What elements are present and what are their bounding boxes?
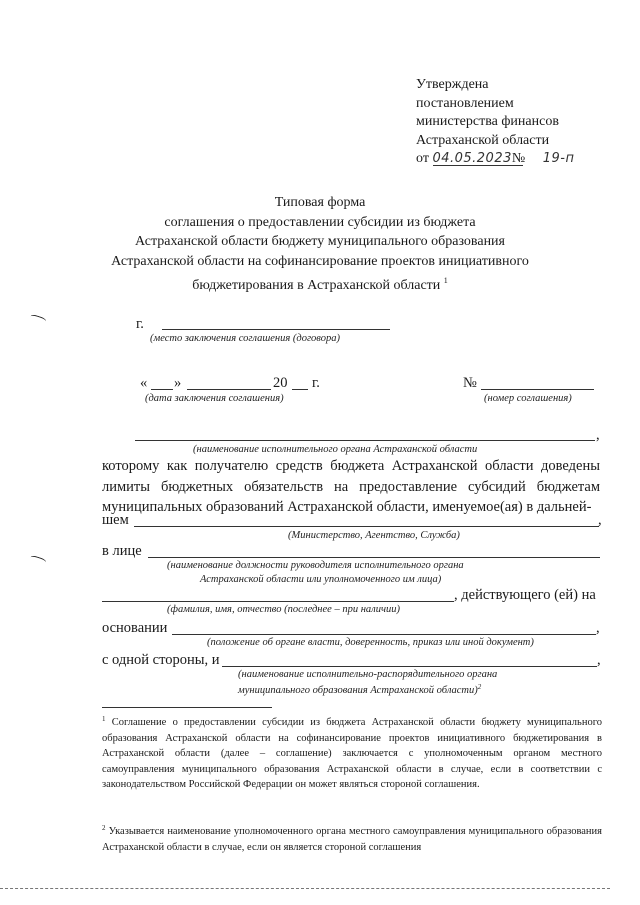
approval-line-3: министерства финансов	[416, 114, 559, 129]
exec-body-comma: ,	[596, 427, 600, 443]
acting-suffix: , действующего (ей) на	[454, 587, 596, 603]
agreement-number-field	[481, 389, 594, 390]
main-paragraph: которому как получателю средств бюджета Астраханской области доведены лимиты бюджетных обязательств на предоставление субсидий бюджетам муниципальных образований Астраханской области, именуемое(ая) в дальней-	[102, 458, 600, 515]
title-line-2: соглашения о предоставлении субсидии из бюджета	[164, 214, 476, 230]
hole-punch-mark-1	[29, 314, 46, 326]
person-caption-1: (наименование должности руководителя исполнительного органа	[167, 560, 464, 571]
approval-number-handwritten: 19-п	[542, 151, 575, 166]
approval-block	[416, 76, 574, 169]
named-prefix: шем	[102, 512, 129, 528]
one-side-caption-2	[238, 683, 481, 696]
title-line-1: Типовая форма	[274, 195, 366, 210]
approval-date-prefix: от	[416, 151, 429, 166]
approval-date-underline	[433, 165, 523, 166]
date-year-prefix: 20	[273, 375, 288, 391]
date-month-field	[187, 389, 271, 390]
date-day-field	[151, 389, 173, 390]
exec-body-field	[135, 440, 595, 441]
place-field	[162, 329, 390, 330]
named-comma: ,	[598, 512, 602, 528]
footnote-2-text: Указывается наименование уполномоченного органа местного самоуправления муниципального образования Астраханской области в случае, если он является стороной соглашения	[102, 826, 602, 853]
acting-caption: (фамилия, имя, отчество (последнее – при наличии)	[167, 604, 400, 615]
footnote-2	[102, 821, 602, 855]
one-side-footnote-ref: 2	[477, 683, 482, 691]
named-field	[134, 526, 599, 527]
basis-prefix: основании	[102, 620, 168, 636]
title-line-3: Астраханской области бюджету муниципального образования	[135, 234, 505, 249]
person-prefix: в лице	[102, 543, 142, 559]
date-quote-open: «	[140, 375, 148, 391]
date-caption: (дата заключения соглашения)	[145, 393, 284, 404]
agreement-number-caption: (номер соглашения)	[484, 393, 572, 404]
footnote-2-ref: 2	[102, 824, 106, 832]
date-year-suffix: г.	[312, 375, 320, 391]
footnote-1-text: Соглашение о предоставлении субсидии из бюджета Астраханской области бюджету муниципального образования Астраханской области на софинансирование проектов инициативного бюджетирования в Астраханской области (далее – соглашение) заключается с уполномоченным органом местного самоуправления муниципального образования Астраханской области в случае, если в соответствии с законодательством Российской Федерации он может являться стороной соглашения.	[102, 717, 602, 790]
footnote-1	[102, 712, 602, 793]
scan-edge-line	[0, 888, 610, 889]
hole-punch-mark-2	[29, 555, 46, 567]
title-line-5-text: бюджетирования в Астраханской области	[192, 278, 441, 293]
date-quote-close: »	[174, 375, 182, 391]
title-line-5	[0, 271, 640, 296]
approval-date-handwritten: 04.05.2023	[432, 151, 512, 166]
acting-field	[102, 601, 454, 602]
named-caption: (Министерство, Агентство, Служба)	[288, 530, 460, 541]
person-field	[148, 557, 600, 558]
date-year-field	[292, 389, 308, 390]
footnote-1-ref: 1	[102, 715, 106, 723]
title-line-4: Астраханской области на софинансирование проектов инициативного	[111, 253, 529, 269]
approval-line-4: Астраханской области	[416, 132, 550, 148]
exec-body-caption: (наименование исполнительного органа Астраханской области	[193, 444, 478, 455]
place-prefix: г.	[136, 316, 144, 332]
approval-line-1: Утверждена	[416, 77, 489, 92]
footnote-separator	[102, 707, 272, 708]
document-title	[0, 193, 640, 296]
agreement-number-sign: №	[463, 375, 477, 391]
title-footnote-ref: 1	[443, 276, 448, 285]
person-caption-2: Астраханской области или уполномоченного им лица)	[200, 574, 442, 585]
one-side-field	[222, 666, 597, 667]
basis-field	[172, 634, 596, 635]
basis-comma: ,	[596, 620, 600, 636]
one-side-caption-2-text: муниципального образования Астраханской области)	[238, 685, 478, 696]
place-caption: (место заключения соглашения (договора)	[150, 333, 340, 344]
basis-caption: (положение об органе власти, доверенность, приказ или иной документ)	[207, 637, 534, 648]
one-side-caption-1: (наименование исполнительно-распорядительного органа	[238, 669, 498, 680]
one-side-comma: ,	[597, 652, 601, 668]
one-side-prefix: с одной стороны, и	[102, 652, 220, 668]
approval-line-2: постановлением	[416, 95, 514, 111]
approval-number-sign: №	[511, 151, 526, 166]
